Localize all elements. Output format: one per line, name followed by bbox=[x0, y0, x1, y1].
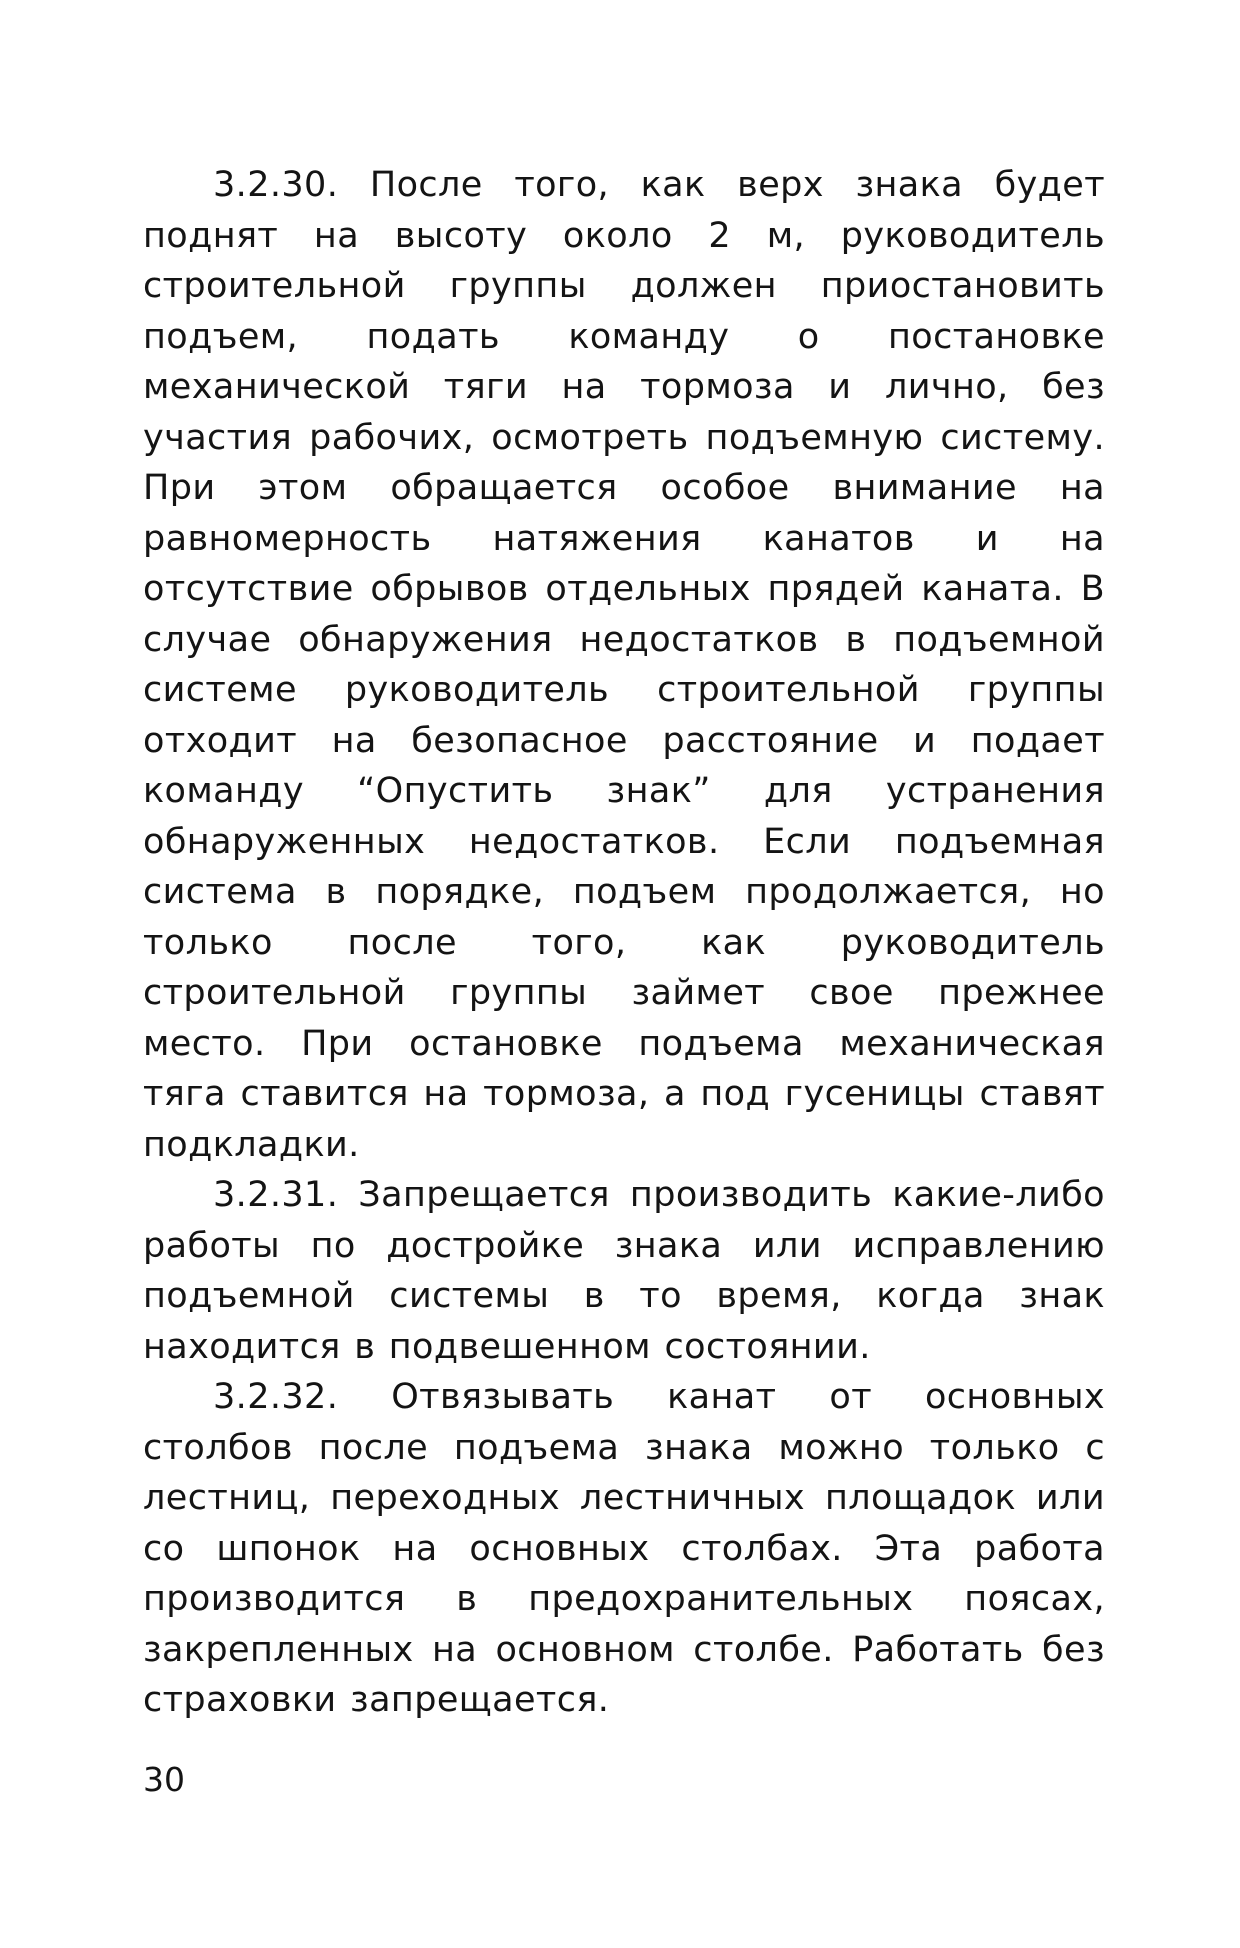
paragraph-3-2-32: 3.2.32. Отвязывать канат от основных столбов после подъема знака можно только с лестниц, переходных лестничных площадок или со шпонок на основных столбах. Эта работа производится в предохранительных поясах, закрепленных на основном столбе. Работать без страховки запрещается. bbox=[143, 1377, 1105, 1720]
paragraph-3-2-30: 3.2.30. После того, как верх знака будет поднят на высоту около 2 м, руководитель строительной группы должен приостановить подъем, подать команду о постановке механической тяги на тормоза и лично, без участия рабочих, осмотреть подъемную систему. При этом обращается особое внимание на равномерность натяжения канатов и на отсутствие обрывов отдельных прядей каната. В случае обнаружения недостатков в подъемной системе руководитель строительной группы отходит на безопасное расстояние и подает команду “Опустить знак” для устранения обнаруженных недостатков. Если подъемная система в порядке, подъем продолжается, но только после того, как руководитель строительной группы займет свое прежнее место. При остановке подъема механическая тяга ставится на тормоза, а под гусеницы ставят подкладки. bbox=[143, 165, 1105, 1165]
page-number: 30 bbox=[143, 1760, 185, 1799]
body-text bbox=[143, 160, 1105, 1726]
paragraph-3-2-31: 3.2.31. Запрещается производить какие-либо работы по достройке знака или исправлению подъемной системы в то время, когда знак находится в подвешенном состоянии. bbox=[143, 1175, 1105, 1367]
